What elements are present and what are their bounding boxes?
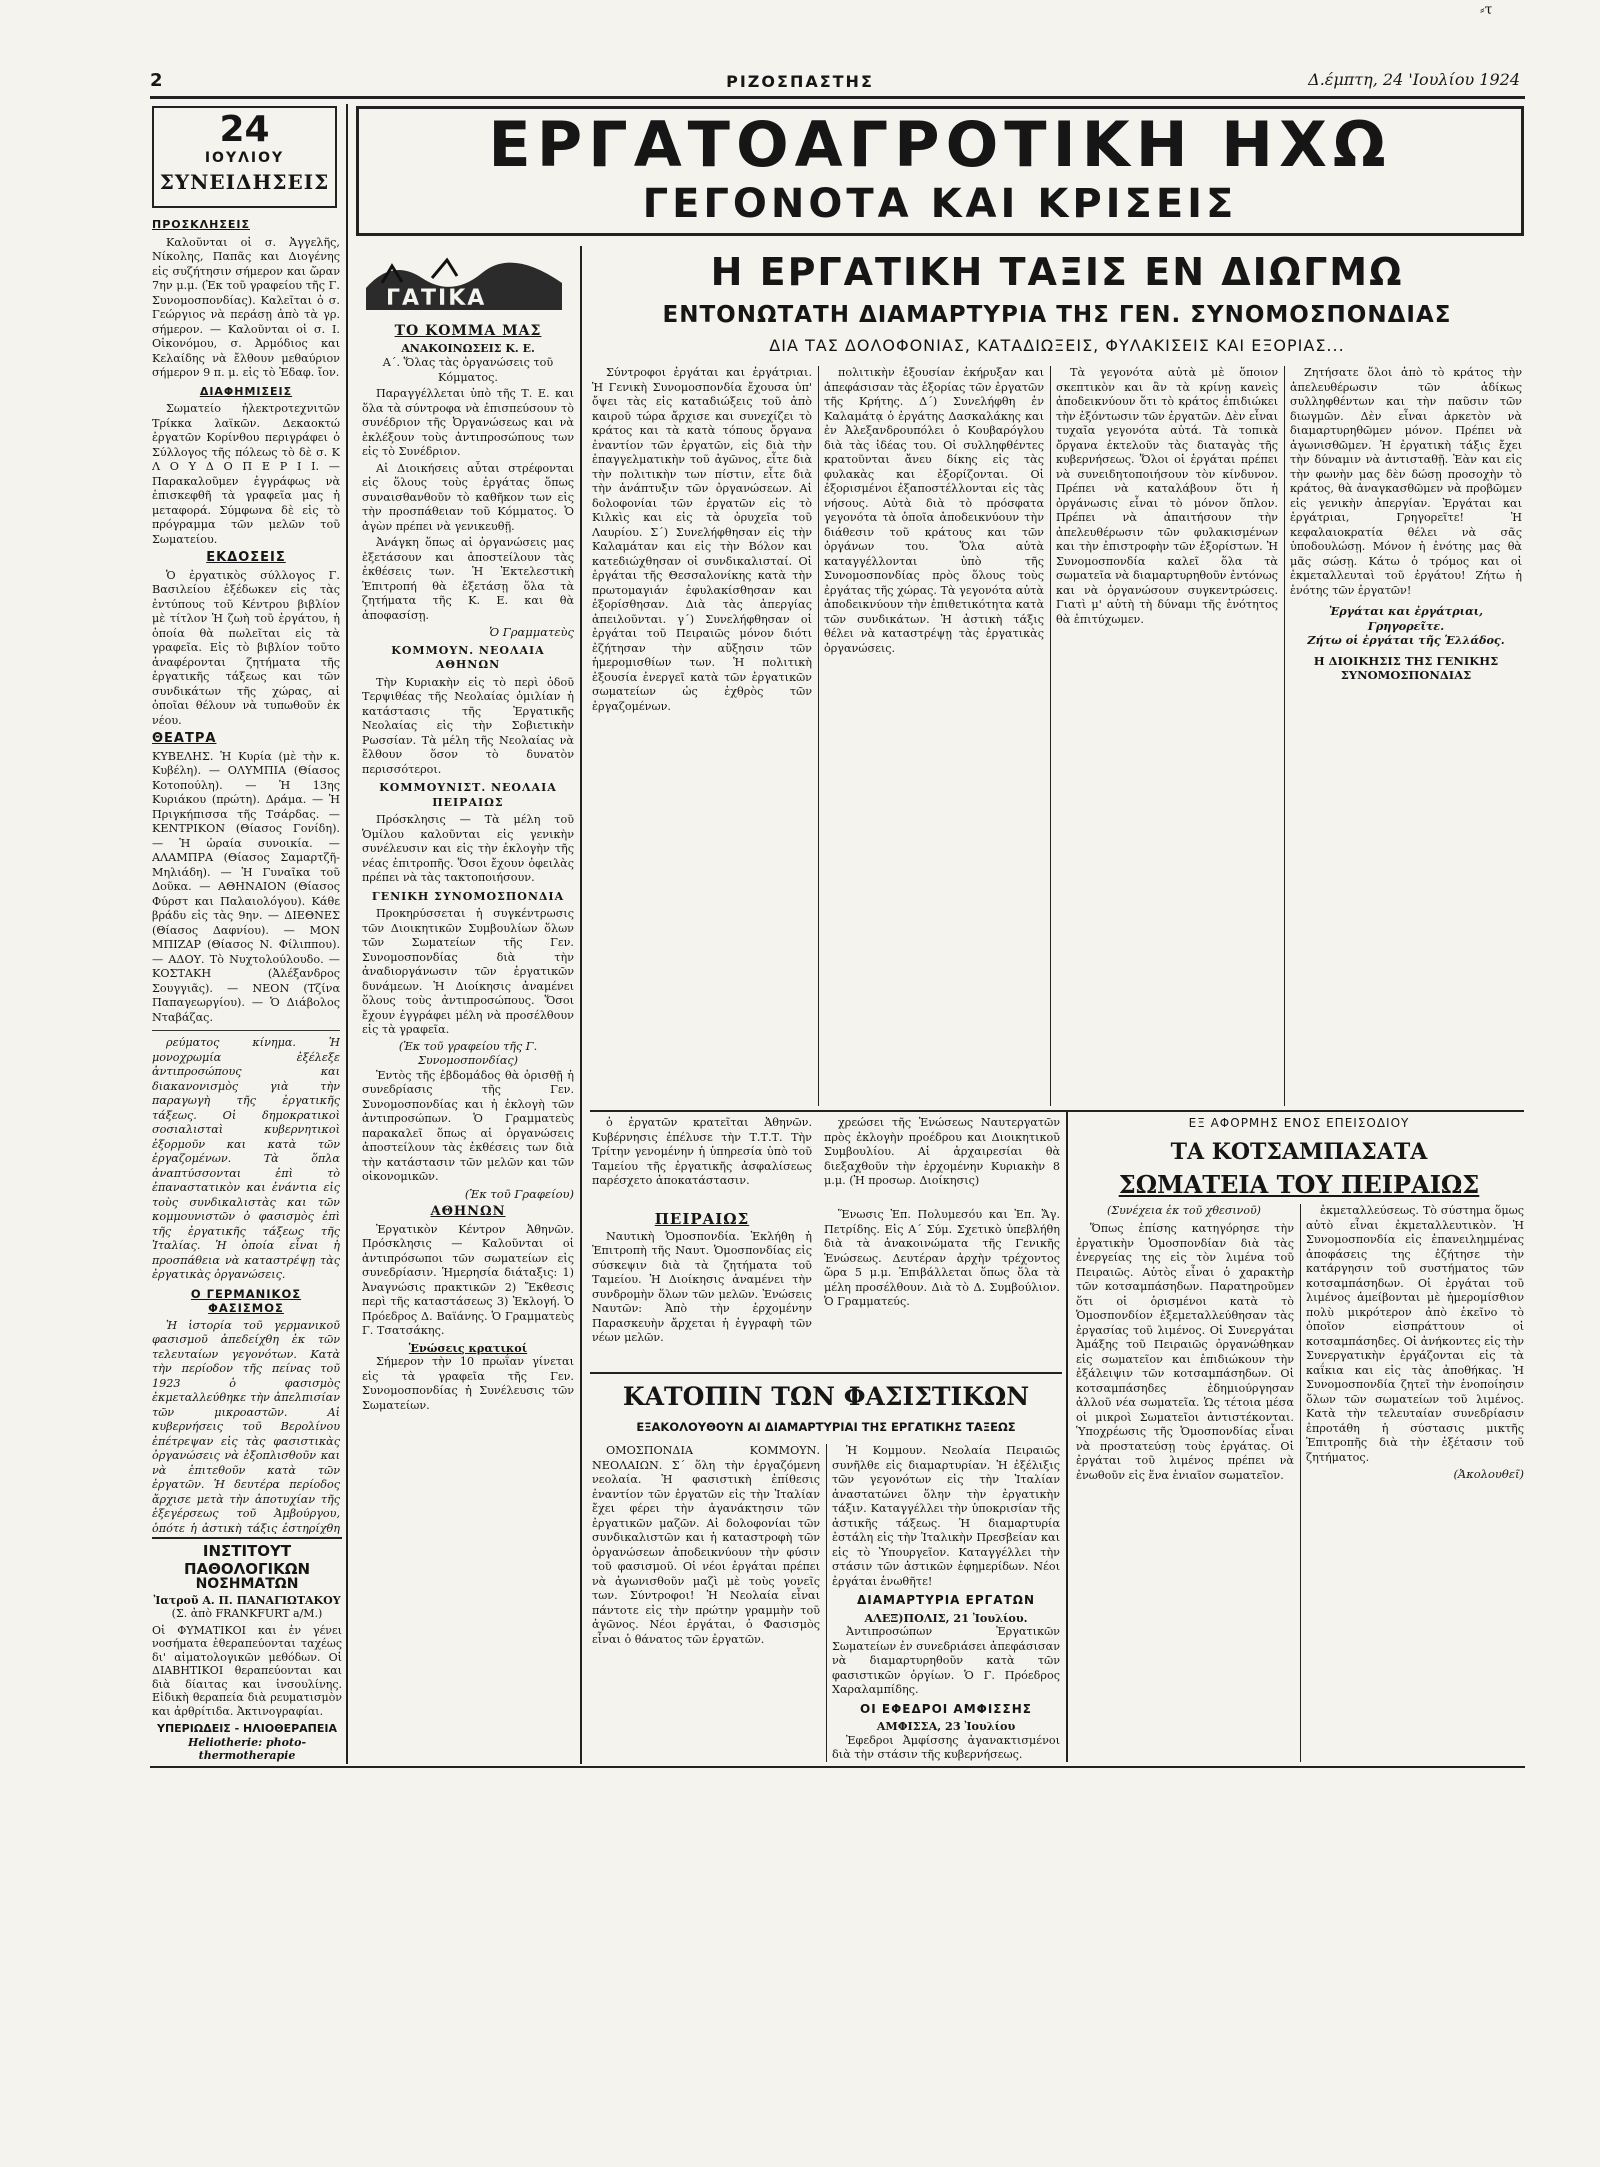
institute-ad bbox=[152, 1542, 342, 1762]
main-title: ΕΡΓΑΤΟΑΓΡΟΤΙΚΗ ΗΧΩ bbox=[488, 108, 1392, 181]
section-heading: ΕΚΔΟΣΕΙΣ bbox=[206, 550, 286, 565]
party-logo-text: ΓΑΤΙΚΑ bbox=[386, 286, 487, 311]
continued-note: (Ἀκολουθεῖ) bbox=[1453, 1467, 1524, 1481]
lead-article-text: Τὰ γεγονότα αὐτὰ μὲ ὅποιον σκεπτικὸν και ἂν τὰ κρίνῃ κανεὶς ἀποδεικνύουν ὅτι τὸ κράτος ἐπιδιώκει τὴν ἐξόντωσιν τῶν ἐργατῶν. Δὲν εἶναι τυχαῖα γεγονότα αὐτά. Τὰ τοπικὰ ὄργανα ἐκτελοῦν τὰς διαταγὰς τῆς κυβερνήσεως. Ὅλοι οἱ ἐργάται πρέπει νὰ συνειδητοποιήσουν τὸν κίνδυνον. Πρέπει νὰ καταλάβουν ὅτι ἡ ὀργάνωσις εἶναι τὸ μόνον ὅπλον. Πρέπει νὰ ἀπαιτήσουν τὴν ἀπελευθέρωσιν τῶν φυλακισμένων και τὴν ἐπιστροφὴν τῶν ἐξορίστων. Ἡ Συνομοσπονδία καλεῖ ὅλα τὰ σωματεῖα νὰ διαμαρτυρηθοῦν ἐντόνως και νὰ ὀργανώσουν συγκεντρώσεις. Γιατὶ μ' αὐτὴ τὴ δύναμι τῆς ἑνότητος θὰ ἐπιτύχωμεν. bbox=[1056, 366, 1278, 626]
middle-col-b bbox=[824, 1116, 1060, 1206]
article-signature: Η ΔΙΟΙΚΗΣΙΣ ΤΗΣ ΓΕΝΙΚΗΣ bbox=[1313, 653, 1499, 668]
fascist-subheading: ΕΞΑΚΟΛΟΥΘΟΥΝ ΑΙ ΔΙΑΜΑΡΤΥΡΙΑΙ ΤΗΣ ΕΡΓΑΤΙΚΗΣ ΤΑΞΕΩΣ bbox=[636, 1420, 1016, 1434]
page-number: 2 bbox=[150, 70, 163, 91]
party-paragraph: Α΄. Ὅλας τὰς ὀργανώσεις τοῦ Κόμματος. bbox=[382, 356, 554, 384]
header-rule bbox=[150, 96, 1525, 99]
section-signature: (Ἐκ τοῦ Γραφείου) bbox=[464, 1186, 574, 1201]
column-divider bbox=[826, 1444, 827, 1762]
lead-article-text: πολιτικὴν ἐξουσίαν ἐκήρυξαν και ἀπεφάσισαν τὰς ἐξορίας τῶν ἐργατῶν τῆς Κρήτης. Δ΄) Συνελήφθη ἐν Καλαμάτᾳ ὁ ἐργάτης Δασκαλάκης και ἐν Ἀλεξανδρουπόλει ὁ Κουβαρόγλου διὰ τὰς ἰδέας του. Οἱ συλληφθέντες κρατοῦνται ἄνευ δίκης εἰς τὰς φυλακὰς και ἐξορίζονται. Οἱ ἐξορισμένοι ἐξαποστέλλονται εἰς τὰς νήσους. Αὐτὰ διὰ τὸ πρόσφατα γεγονότα τὰ ὁποῖα ἀποδεικνύουν τὴν διάθεσιν τοῦ κράτους και τῶν ὀργάνων του. Ὅλα αὐτὰ καταγγέλλονται ὑπὸ τῆς Συνομοσπονδίας πρὸς ὅλους τοὺς ἐργάτας τῆς χώρας. Τὰ γεγονότα αὐτὰ ἀποδεικνύουν τὴν ἐπιθετικότητα κατὰ τῶν συνδικάτων. Ἡ ἀστικὴ τάξις θέλει νὰ καταστρέψῃ τὰς ἐργατικὰς ὀργανώσεις. bbox=[824, 366, 1044, 655]
piraeus-heading: ΠΕΙΡΑΙΩΣ bbox=[654, 1210, 750, 1228]
section-heading: ΔΙΑΦΗΜΙΣΕΙΣ bbox=[199, 384, 293, 398]
section-heading: ΠΡΟΣΚΛΗΣΕΙΣ bbox=[152, 218, 251, 231]
ad-title-1: ΙΝΣΤΙΤΟΥΤ ΠΑΘΟΛΟΓΙΚΩΝ bbox=[183, 1542, 311, 1578]
ephoroi-place: ΑΜΦΙΣΣΑ, 23 Ἰουλίου bbox=[876, 1719, 1016, 1733]
section-text: Σήμερον τὴν 10 πρωΐαν γίνεται εἰς τὰ γραφεῖα τῆς Γεν. Συνομοσπονδίας ἡ Συνέλευσις τῶν Σωματείων. bbox=[362, 1355, 574, 1412]
fascist-text: ΟΜΟΣΠΟΝΔΙΑ ΚΟΜΜΟΥΝ. ΝΕΟΛΑΙΩΝ. Σ΄ ὅλη τὴν ἐργαζόμενη νεολαία. Ἡ φασιστικὴ ἐπίθεσις ἐναντίον τῶν ἐργατῶν εἰς τὴν Ἰταλίαν ἔχει φέρει τὴν ἀγανάκτησιν τῶν ἐργατικῶν μαζῶν. Αἱ δολοφονίαι τῶν συνδικαλιστῶν και ἡ καταστροφὴ τῶν ὀργανώσεων ἀποδεικνύουν τὴν φύσιν τοῦ φασισμοῦ. Οἱ νέοι ἐργάται πρέπει νὰ ἀγωνισθοῦν μαζὶ μὲ τοὺς γονεῖς των. Σύντροφοι! Ἡ Νεολαία εἶναι πάντοτε εἰς τὴν πρώτην γραμμὴν τοῦ ἀγῶνος. Νέοι ἐργάται, ὁ Φασισμὸς εἶναι ὁ θάνατος τῶν ἐργατῶν. bbox=[592, 1444, 820, 1646]
section-heading: ΚΟΜΜΟΥΝ. ΝΕΟΛΑΙΑ ΑΘΗΝΩΝ bbox=[391, 643, 545, 671]
headline-second: ΕΝΤΟΝΩΤΑΤΗ ΔΙΑΜΑΡΤΥΡΙΑ ΤΗΣ ΓΕΝ. ΣΥΝΟΜΟΣΠΟΝΔΙΑΣ bbox=[662, 302, 1452, 328]
fascist-heading: ΚΑΤΟΠΙΝ ΤΩΝ ΦΑΣΙΣΤΙΚΩΝ bbox=[622, 1382, 1030, 1411]
party-paragraph: Αἱ Διοικήσεις αὗται στρέφονται εἰς ὅλους τοὺς ἐργάτας ὅπως συναισθανθοῦν τὸ καθῆκον των εἰς τὴν προσπάθειαν τοῦ Κόμματος. Ὁ ἀγὼν πρέπει νὰ γενικευθῇ. bbox=[362, 461, 574, 533]
headline-third: ΔΙΑ ΤΑΣ ΔΟΛΟΦΟΝΙΑΣ, ΚΑΤΑΔΙΩΞΕΙΣ, ΦΥΛΑΚΙΣΕΙΣ ΚΑΙ ΕΞΟΡΙΑΣ... bbox=[769, 336, 1345, 355]
party-column-divider bbox=[580, 246, 582, 1764]
middle-text: χρεώσει τῆς Ἑνώσεως Ναυτεργατῶν πρὸς ἐκλογὴν προέδρου και Διοικητικοῦ Συμβουλίου. Αἱ ἀρχαιρεσίαι θὰ διεξαχθοῦν τὴν ἐρχομένην Κυριακὴν 8 μ.μ. (Ἡ προσωρ. Διοίκησις) bbox=[824, 1116, 1060, 1187]
fascist-top-rule bbox=[590, 1372, 1062, 1374]
date-day: 24 bbox=[219, 109, 270, 150]
party-column bbox=[362, 320, 574, 1760]
right-article-text: Ὅπως ἐπίσης κατηγόρησε τὴν ἐργατικὴν Ὁμοσπονδίαν διὰ τὰς ἐνεργείας της εἰς τὸν λιμένα τοῦ Πειραιῶς. Αὐτὸς εἶναι ὁ χαρακτὴρ τῶν κοτσαμπάσηδων. Παρατηροῦμεν ὅτι οἱ ὁρισμένοι κατὰ τὸ Ὁμοσπονδίον ἐξεμεταλλεύθησαν τὰς ἐργασίας τοῦ λιμένος. Οἱ Συνεργάται Ἀμάξης τοῦ Πειραιῶς ὀργανώθηκαν εἰς σωματεῖον και ἐπιδιώκουν τὴν ἐξάλειψιν τῶν κοτσαμπάσηδων. Οἱ κοτσαμπάσηδες ἐδημιούργησαν ἀλλοῦ νέα σωματεῖα. Ὡς τέτοια μέσα οἱ μικροὶ Σωματεῖοι ἀντιστέκονται. Ὑποχρέωσις τῆς Ὁμοσπονδίας εἶναι νὰ προστατεύσῃ τοὺς ἐργάτας. Οἱ ἐργάται τοῦ λιμένος πρέπει νὰ ἐνωθοῦν εἰς ἕνα ἑνιαῖον σωματεῖον. bbox=[1076, 1222, 1294, 1482]
right-headline-2: ΣΩΜΑΤΕΙΑ ΤΟΥ ΠΕΙΡΑΙΩΣ bbox=[1118, 1170, 1480, 1199]
party-paragraph: Παραγγέλλεται ὑπὸ τῆς Τ. Ε. και ὅλα τὰ σύντροφα νὰ ἐπισπεύσουν τὸ συνέδριον τῆς Ὀργανώσεως και νὰ ἐκλέξουν τοὺς ἀντιπροσώπους των εἰς τὸ Συνέδριον. bbox=[362, 387, 574, 458]
ad-highlight-2: Heliotherie: photo-thermotherapie bbox=[187, 1735, 307, 1762]
lead-article-text: Ζητήσατε ὅλοι ἀπὸ τὸ κράτος τὴν ἀπελευθέρωσιν τῶν ἀδίκως συλληφθέντων και τὴν παῦσιν τῶν διωγμῶν. Δὲν εἶναι ἀρκετὸν νὰ διαμαρτυρηθῶμεν μόνον. Πρέπει νὰ ἀγωνισθῶμεν. Ἡ ἐργατικὴ τάξις ἔχει τὴν δύναμιν νὰ ἀντισταθῇ. Ἐὰν και εἰς τὴν φωνὴν μας δὲν δώσῃ προσοχὴν τὸ κράτος, θὰ ἀναγκασθῶμεν νὰ προβῶμεν εἰς γενικὴν ἀπεργίαν. Ἐργάται και ἐργάτριαι, Γρηγορεῖτε! Ἡ κεφαλαιοκρατία θέλει νὰ σᾶς ὑποδουλώσῃ. Μόνον ἡ ἑνότης μας θὰ μᾶς σώσῃ. Κάτω ὁ τρόμος και οἱ ἐκμεταλλευταὶ τοῦ ἐργάτου! Ζήτω ἡ ἑνότης τῶν ἐργατῶν! bbox=[1290, 366, 1522, 597]
section-text: Τὴν Κυριακὴν εἰς τὸ περὶ ὁδοῦ Τερψιθέας τῆς Νεολαίας ὁμιλίαν ἡ κατάστασις τῆς Ἐργατικῆς Νεολαίας εἰς τὴν Σοβιετικὴν Ρωσσίαν. Τὰ μέλη τῆς Νεολαίας νὰ ἔλθουν ὅσον τὸ δυνατὸν περισσότεροι. bbox=[362, 675, 574, 776]
protest-text: Ἀντιπροσώπων Ἐργατικῶν Σωματείων ἐν συνεδριάσει ἀπεφάσισαν νὰ διαμαρτυρηθοῦν κατὰ τῶν φασιστικῶν ὀργίων. Ὁ Γ. Πρόεδρος Χαραλαμπίδης. bbox=[832, 1625, 1060, 1696]
issue-date: Δ.έμπτη, 24 'Ιουλίου 1924 bbox=[1308, 70, 1520, 89]
party-paragraph: Ἀνάγκη ὅπως αἱ ὀργανώσεις μας ἐξετάσουν και ἀποστείλουν τὰς ἐκθέσεις των. Ἡ Ἐκτελεστικὴ Ἐπιτροπή θὰ ἐξετάσῃ ὅλα τὰ ζητήματα τῆς Κ. Ε. και θὰ ἀποφασίσῃ. bbox=[362, 536, 574, 622]
section-text: ΚΥΒΕΛΗΣ. Ἡ Κυρία (μὲ τὴν κ. Κυβέλη). — ΟΛΥΜΠΙΑ (Θίασος Κοτοπούλη). — Ἡ 13ης Κυριάκου (πρώτη). Δράμα. — Ἡ Πριγκήπισσα τῆς Τσάρδας. — ΚΕΝΤΡΙΚΟΝ (Θίασος Γονίδη). — Ἡ ὡραία συνοικία. — ΑΛΑΜΠΡΑ (Θίασος Σαμαρτζῆ-Μηλιάδη). — Ἡ Γυναῖκα τοῦ Δοῦκα. — ΑΘΗΝΑΙΟΝ (Θίασος Φύρστ και Παλαιολόγου). Κάθε βράδυ εἰς τὰς 9ην. — ΔΙΕΘΝΕΣ (Θίασος Δαφνίου). — ΜΟΝ ΜΠΙΖΑΡ (Θίασος Ν. Φίλιππου). — ΑΔΟΥ. Τὸ Νυχτολούλουδο. — ΚΟΣΤΑΚΗ (Ἀλέξανδρος Σουγγιᾶς). — ΝΕΟΝ (Τζίνα Παπαγεωργίου). — Ὁ Διάβολος Νταβάζας. bbox=[152, 749, 340, 1024]
lead-article-col-2 bbox=[824, 366, 1044, 1106]
main-subtitle: ΓΕΓΟΝΟΤΑ ΚΑΙ ΚΡΙΣΕΙΣ bbox=[642, 181, 1238, 227]
lead-article-col-1 bbox=[592, 366, 812, 1106]
lead-article-bottom-rule bbox=[590, 1110, 1524, 1112]
date-month: ΙΟΥΛΙΟΥ bbox=[204, 150, 285, 166]
piraeus-text: Ἕνωσις Ἐπ. Πολυμεσόυ και Ἐπ. Ἄγ. Πετρίδης. Εἰς Α΄ Σύμ. Σχετικὸ ὑπεβλήθη διὰ τὰ ἀνακοινώματα τῆς Γενικῆς Ἑνώσεως. Δευτέραν ἀρχὴν τρέχοντος ὥρα 5 μ.μ. Ἐπιβάλλεται ὅπως ὅλα τὰ μέλη προσέλθουν. Διὰ τὸ Δ. Συμβούλιον. Ὁ Γραμματεύς. bbox=[824, 1208, 1060, 1308]
lead-article-col-4 bbox=[1290, 366, 1522, 1106]
section-text: Πρόσκλησις — Τὰ μέλη τοῦ Ὁμίλου καλοῦνται εἰς γενικὴν συνέλευσιν και εἰς τὴν ἐκλογὴν τῆς νέας ἐπιτροπῆς. Ὅσοι ἔχουν ὀφειλὰς πρέπει νὰ τὰς τακτοποιήσουν. bbox=[362, 813, 574, 884]
fascist-col-2 bbox=[832, 1444, 1060, 1762]
right-headline: ΤΑ ΚΟΤΣΑΜΠΑΣΑΤΑ bbox=[1170, 1139, 1428, 1165]
piraeus-text: Ναυτικὴ Ὁμοσπονδία. Ἐκλήθη ἡ Ἐπιτροπὴ τῆς Ναυτ. Ὁμοσπονδίας εἰς σύσκεψιν διὰ τὰ ζητήματα τοῦ Ταμείου. Ἡ Διοίκησις ἀναμένει τὴν συνδρομὴν ὅλων τῶν μελῶν. Ἐνώσεις Ναυτῶν: Ἀπὸ τὴν ἑρχομένην Παρασκευὴν ἄρχεται ἡ ἐγγραφὴ τῶν νέων μελῶν. bbox=[592, 1229, 812, 1344]
middle-col-a bbox=[592, 1116, 812, 1206]
section-text: Ὁ ἐργατικὸς σύλλογος Γ. Βασιλείου ἐξέδωκεν εἰς τὰς ἐντύπους τοῦ Κέντρου βιβλίον μὲ τίτλον Ἡ ζωὴ τοῦ ἐργάτου, ἡ ὁποία θὰ πωλεῖται εἰς τὰ γραφεῖα. Εἰς τὸ βιβλίον τοῦτο ἀναφέρονται ζητήματα τῆς ἐργατικῆς τάξεως και τῶν συνδικάτων τῆς χώρας, αἱ ὁποῖαι θέλουν νὰ τυπωθοῦν ἐκ νέου. bbox=[152, 568, 340, 727]
section-heading: ΘΕΑΤΡΑ bbox=[152, 731, 217, 746]
lead-article-text: Σύντροφοι ἐργάται και ἐργάτριαι. Ἡ Γενικὴ Συνομοσπονδία ἔχουσα ὑπ' ὄψει τὰς εἰς καταδιώξεις τοῦ ἀπὸ καιροῦ τώρα ἄρχισε και συνεχίζει τὸ κράτος και τὰ κατὰ τόπους ὄργανα ἐναντίον τῶν ἐργατῶν, εἰς διὰ τὴν ἐπαγγελματικὴν τοῦ ἀγῶνος, εἶτε διὰ τὴν πολιτικὴν των πίστιν, εἶτε διὰ τὴν ἀνάπτυξιν τῶν ὀργανώσεων. Αἱ δολοφονίαι τῶν ἐργατῶν εἰς τὸ Κιλκὶς και εἰς τὰ ὀρυχεῖα τοῦ Λαυρίου. Σ΄) Συνελήφθησαν εἰς τὴν Καλαμάταν και εἰς τὴν Βόλον και κατεδιώχθησαν οἱ συνδικαλισταί. Οἱ ἐργάται τῆς Θεσσαλονίκης κατὰ τὴν πρωτομαγιάν ἐφυλακίσθησαν και ἐξορίσθησαν. Διὰ τὰς ἀπεργίας ἀπειλοῦνται. γ΄) Συνελήφθησαν οἱ ἐργάται τοῦ Πειραιῶς μόνον διότι ἐζήτησαν τὴν αὔξησιν τῶν ἡμερομισθίων των. Ἡ πολιτικὴ ἐξουσία ἐνεργεῖ κατὰ τῶν ἐργατικῶν σωματείων ὡς ἐχθρὸς τῶν ἐργαζομένων. bbox=[592, 366, 812, 713]
ephoroi-heading: ΟΙ ΕΦΕΔΡΟΙ ΑΜΦΙΣΣΗΣ bbox=[860, 1701, 1032, 1716]
section-heading: Ο ΓΕΡΜΑΝΙΚΟΣ ΦΑΣΙΣΜΟΣ bbox=[190, 1286, 302, 1315]
party-logo bbox=[362, 248, 574, 318]
fascist-text: Ἡ Κομμουν. Νεολαία Πειραιῶς συνῆλθε εἰς διαμαρτυρίαν. Ἡ ἐξέλιξις τῶν γεγονότων εἰς τὴν Ἰταλίαν ἀναστατώνει ὅλην τὴν ἐργατικὴν τάξιν. Καταγγέλλει τὴν ὑποκρισίαν τῆς ἀστικῆς τάξεως. Ἡ διαμαρτυρία ἐστάλη εἰς τὴν Ἰταλικὴν Πρεσβείαν και εἰς τὸ Ὑπουργεῖον. Καταγγέλλει τὴν στάσιν τῶν ἀστικῶν ἐφημερίδων. Νέοι ἐργάται ἑνωθῆτε! bbox=[832, 1444, 1060, 1588]
slogan: Ζήτω οἱ ἐργάται τῆς Ἑλλάδος. bbox=[1307, 633, 1505, 647]
party-heading: ΤΟ ΚΟΜΜΑ ΜΑΣ bbox=[394, 323, 542, 339]
piraeus-section bbox=[592, 1208, 812, 1368]
right-article-text: ἐκμεταλλεύσεως. Τὸ σύστημα ὅμως αὐτὸ εἶναι ἐκμεταλλευτικὸν. Ἡ Συνομοσπονδία εἰς ἐπανειλημμένας ἀποφάσεις της ἐζήτησε τὴν κατάργησιν τοῦ συστήματος τῶν κοτσαμπάσηδων. Οἱ ἐργάται τοῦ λιμένος ἀμείβονται μὲ ἡμερομίσθιον πολὺ μικρότερον ἀπὸ ἐκεῖνο τὸ ὁποῖον εἰσπράττουν οἱ κοτσαμπάσηδες. Οἱ ἀνήκοντες εἰς τὴν Συνεργατικὴν ἐργάζονται εἰς τὰ καΐκια και εἰς τὰς ἀποθήκας. Ἡ Συνομοσπονδία ζητεῖ τὴν ἑνοποίησιν ὅλων τῶν σωματείων τοῦ λιμένος. Κατὰ τὴν τελευταίαν συνεδρίασιν ἐπροτάθη ἡ σύστασις μικτῆς Ἐπιτροπῆς διὰ τὴν ἐξέτασιν τοῦ ζητήματος. bbox=[1306, 1204, 1524, 1464]
section-signature: (Ἐκ τοῦ γραφείου τῆς Γ. Συνομοσπονδίας) bbox=[398, 1039, 538, 1067]
announcements-title: ΣΥΝΕΙΔΗΣΕΙΣ bbox=[159, 170, 330, 194]
left-column-divider bbox=[346, 104, 348, 1764]
newspaper-name: ΡΙΖΟΣΠΑΣΤΗΣ bbox=[726, 72, 874, 91]
ad-line: (Σ. ἀπὸ FRANKFURT a/M.) bbox=[171, 1607, 323, 1620]
lead-article-col-3 bbox=[1056, 366, 1278, 1106]
middle-text: ὁ ἐργατῶν κρατεῖται Ἀθηνῶν. Κυβέρνησις ἐπέλυσε τὴν Τ.Τ.Τ. Τὴν Τρίτην γενομένην ἡ ὑπηρεσία ὑπὸ τοῦ Ταμείου τῆς ἐργατικῆς ἀσφαλίσεως παρέσχετο ἀποκατάστασιν. bbox=[592, 1116, 812, 1187]
column-divider bbox=[1300, 1204, 1301, 1762]
ad-text: Οἱ ΦΥΜΑΤΙΚΟΙ και ἐν γένει νοσήματα ἐθεραπεύονται ταχέως δι' αἱματολογικῶν μεθόδων. Οἱ ΔΙΑΒΗΤΙΚΟΙ θεραπεύονται και διὰ δίαιτας και ἰνσουλίνης. Εἰδικὴ θεραπεία διὰ ρευματισμὸν και ἀρθρίτιδα. Ἀκτινογραφίαι. bbox=[152, 1623, 342, 1718]
date-box bbox=[152, 106, 337, 208]
section-text: ρεύματος κίνημα. Ἡ μονοχρωμία ἐξέλεξε ἀντιπροσώπους και διακανονισμὸς γιὰ τὴν παραγωγὴ τῆς ἐργατικῆς τάξεως. Οἱ δημοκρατικοὶ σοσιαλισταὶ κυβερνητικοὶ ἐξορμοῦν και κατὰ τῶν ἐργαζομένων. Τὰ ὅπλα ἀναπτύσσονται ἐπὶ τὸ ἐπαναστατικὸν και ἐνάντια εἰς τοὺς συνδικαλιστὰς και τῶν κομμουνιστῶν ὁ φασισμὸς ἐπὶ τῆς ἐργατικῆς τάξεως τῆς Ἰταλίας. Ἡ ὁποία εἶναι ἡ προσπάθεια νὰ καταστρέψῃ τὰς ἐργατικὰς ὀργανώσεις. bbox=[152, 1036, 340, 1281]
party-subheading: ΑΝΑΚΟΙΝΩΣΕΙΣ Κ. Ε. bbox=[401, 341, 535, 355]
piraeus-section-2 bbox=[824, 1208, 1060, 1368]
slogan: Ἐργάται και ἐργάτριαι, Γρηγορεῖτε. bbox=[1329, 604, 1483, 633]
right-col-1 bbox=[1076, 1222, 1294, 1762]
column-divider bbox=[818, 366, 819, 1106]
page-bottom-rule bbox=[150, 1766, 1525, 1768]
middle-right-divider bbox=[1066, 1112, 1068, 1762]
right-col-2 bbox=[1306, 1204, 1524, 1762]
section-text: Σωματείο ἠλεκτροτεχνιτῶν Τρίκκα λαϊκῶν. Δεκαοκτώ ἐργατῶν Κορίνθου περιγράφει ὁ Σύλλογος τῆς πόλεως τὸ δὲ σ. Κ Λ Ο Υ Δ Ο Π Ε Ρ Ι Ι. — Παρακαλοῦμεν ἐγγράφως νὰ ἐπισκεφθῆ τὰ γραφεῖα μας ἡ μεταφορά. Σύμφωνα δὲ εἰς τὸ πρόγραμμα τῶν μελῶν τοῦ Σωματείου. bbox=[152, 402, 340, 546]
protest-place: ΑΛΕΞ)ΠΟΛΙΣ, 21 Ἰουλίου. bbox=[864, 1610, 1028, 1625]
protest-heading: ΔΙΑΜΑΡΤΥΡΙΑ ΕΡΓΑΤΩΝ bbox=[856, 1593, 1036, 1607]
ephoroi-text: Ἐφεδροι Ἀμφίσσης ἀγανακτισμένοι διὰ τὴν στάσιν τῆς κυβερνήσεως. bbox=[832, 1733, 1060, 1761]
article-signature: ΣΥΝΟΜΟΣΠΟΝΔΙΑΣ bbox=[1340, 668, 1472, 682]
left-column-text bbox=[152, 214, 340, 1534]
right-kicker: ΕΞ ΑΦΟΡΜΗΣ ΕΝΟΣ ΕΠΕΙΣΟΔΙΟΥ bbox=[1188, 1116, 1410, 1130]
left-ad-rule bbox=[152, 1537, 342, 1539]
section-text: Ἐντὸς τῆς ἑβδομάδος θὰ ὁρισθῇ ἡ συνεδρίασις τῆς Γεν. Συνομοσπονδίας και ἡ ἐκλογὴ τῶν ἀντιπροσώπων. Ὁ Γραμματεὺς παρακαλεῖ ὅπως αἱ ὀργανώσεις ἀποστείλουν τὰς ἐκθέσεις των διὰ τὴν κατάστασιν τῶν μελῶν και τῶν οἰκονομικῶν. bbox=[362, 1068, 574, 1183]
ad-highlight: ΥΠΕΡΙΩΔΕΙΣ - ΗΛΙΟΘΕΡΑΠΕΙΑ bbox=[157, 1722, 337, 1735]
section-text: Προκηρύσσεται ἡ συγκέντρωσις τῶν Διοικητικῶν Συμβουλίων ὅλων τῶν Σωματείων τῆς Γεν. Συνομοσπονδίας διὰ τὴν ἀναδιοργάνωσιν τῶν ἐργατικῶν δυνάμεων. Ἡ Διοίκησις ἀναμένει ὅλους τοὺς ἀντιπροσώπους. Ὅσοι ἔχουν ἐγγράφει μέλη νὰ προσέλθουν εἰς τὰ γραφεῖα. bbox=[362, 907, 574, 1036]
right-byline: (Συνέχεια ἐκ τοῦ χθεσινοῦ) bbox=[1107, 1204, 1261, 1217]
headline-main: Η ΕΡΓΑΤΙΚΗ ΤΑΞΙΣ ΕΝ ΔΙΩΓΜΩ bbox=[710, 250, 1404, 294]
section-heading: ΓΕΝΙΚΗ ΣΥΝΟΜΟΣΠΟΝΔΙΑ bbox=[371, 889, 565, 903]
column-divider bbox=[1284, 366, 1285, 1106]
section-heading: ΑΘΗΝΩΝ bbox=[430, 1204, 506, 1219]
section-text: Ἐργατικὸν Κέντρον Ἀθηνῶν. Πρόσκλησις — Καλοῦνται οἱ ἀντιπρόσωποι τῶν σωματείων εἰς συνεδρίασιν. Ἡμερησία διάταξις: 1) Ἀναγνώσις πρακτικῶν 2) Ἔκθεσις περὶ τῆς καταστάσεως 3) Ἐκλογή. Ὁ Πρόεδρος Δ. Βαϊάνης. Ὁ Γραμματεὺς Γ. Τσατσάκης. bbox=[362, 1222, 574, 1337]
corner-mark: ⸗τ bbox=[1480, 2, 1493, 18]
ad-subtitle: Ἰατροῦ Α. Π. ΠΑΝΑΓΙΩΤΑΚΟΥ bbox=[153, 1593, 341, 1607]
section-text: Ἡ ἱστορία τοῦ γερμανικοῦ φασισμοῦ ἀπεδείχθη ἐκ τῶν τελευταίων γεγονότων. Κατὰ τὴν περίοδον τῆς πείνας τοῦ 1923 ὁ φασισμὸς ἐκμεταλλεύθηκε τὴν ἀπελπισίαν τῶν μικροαστῶν. Αἱ κυβερνήσεις τοῦ Βερολίνου ἐπέτρεψαν εἰς τὰς φασιστικὰς ὀργανώσεις νὰ ἐξοπλισθοῦν και νὰ ἐπιτεθοῦν κατὰ τῶν ἐργατῶν. Ἡ δευτέρα περίοδος ἄρχισε μετὰ τὴν ἀποτυχίαν τῆς ἐξεγέρσεως τοῦ Ἀμβούργου, ὁπότε ἡ ἀστικὴ τάξις ἐστηρίχθη bbox=[152, 1318, 340, 1534]
main-banner bbox=[356, 106, 1524, 236]
ad-title-2: ΝΟΣΗΜΑΤΩΝ bbox=[195, 1576, 299, 1592]
section-heading: Ἑνώσεις κρατικοί bbox=[408, 1340, 528, 1355]
section-text: Καλοῦνται οἱ σ. Ἀγγελῆς, Νίκολης, Παπᾶς και Διογένης εἰς συζήτησιν σήμερον και ὥραν 7ην μ.μ. (Ἐκ τοῦ γραφείου τῆς Γ. Συνομοσπονδίας). Καλεῖται ὁ σ. Γεώργιος νὰ περάσῃ ἀπὸ τὰ γρ. σήμερον. — Καλοῦνται οἱ σ. Ι. Οἰκονόμου, σ. Ἀρμόδιος και Κελαίδης νὰ ἔλθουν μεθαύριον σήμερον 9 π. μ. εἰς τὸ Ἐδαφ. ἴον. bbox=[152, 235, 340, 379]
column-divider bbox=[1050, 366, 1051, 1106]
party-signature: Ὁ Γραμματεὺς bbox=[489, 625, 574, 639]
section-heading: ΚΟΜΜΟΥΝΙΣΤ. ΝΕΟΛΑΙΑ ΠΕΙΡΑΙΩΣ bbox=[379, 781, 557, 809]
fascist-col-1 bbox=[592, 1444, 820, 1762]
